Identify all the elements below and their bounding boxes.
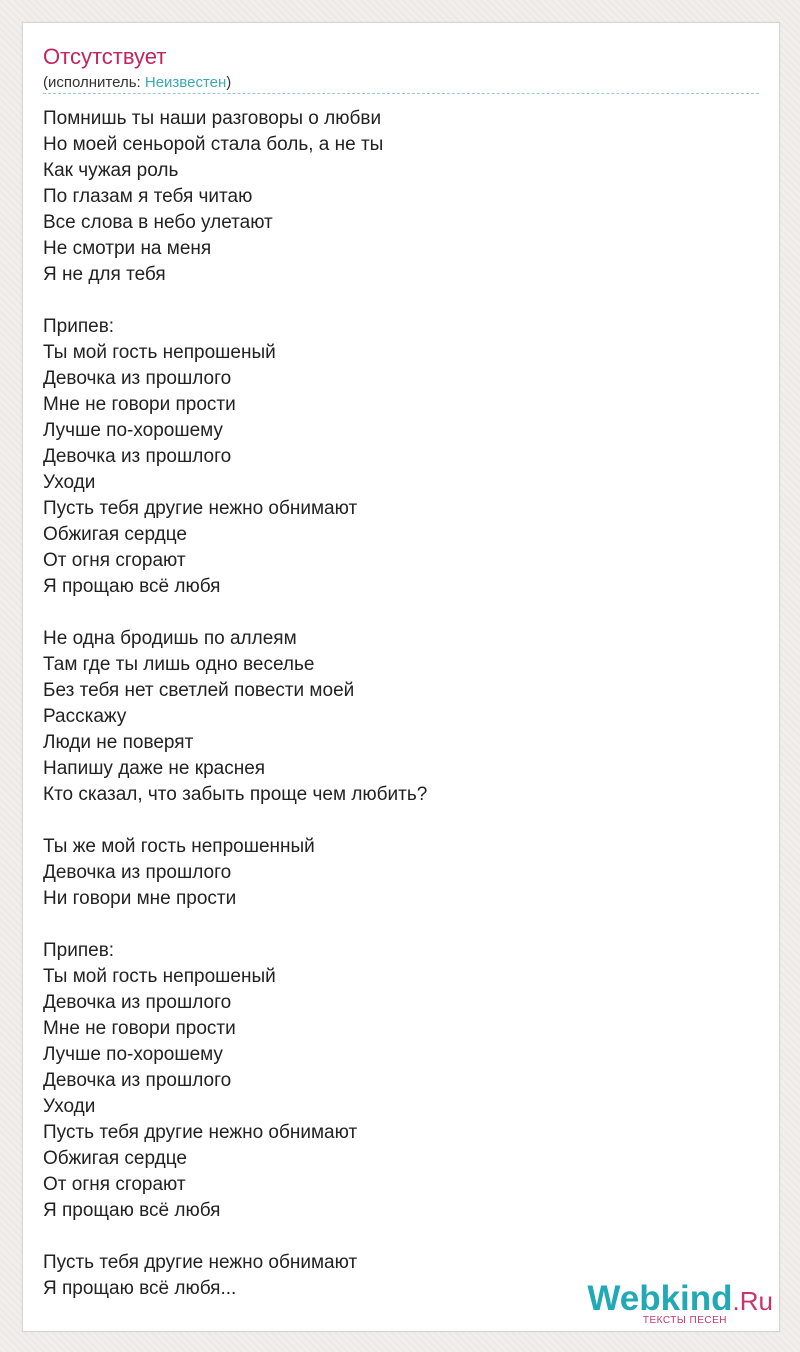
lyric-line: Мне не говори прости [43, 1018, 236, 1039]
lyric-line: Я не для тебя [43, 264, 166, 285]
lyric-line: От огня сгорают [43, 1174, 186, 1195]
stanza-break [43, 288, 759, 314]
lyric-line: Обжигая сердце [43, 524, 187, 545]
lyric-line: От огня сгорают [43, 550, 186, 571]
lyric-line: Девочка из прошлого [43, 446, 232, 467]
lyric-line: Пусть тебя другие нежно обнимают [43, 1122, 358, 1143]
lyric-line: Девочка из прошлого [43, 368, 232, 389]
lyric-line: Девочка из прошлого [43, 1070, 232, 1091]
lyric-line: По глазам я тебя читаю [43, 186, 253, 207]
logo-brand: Webkind [587, 1279, 733, 1318]
lyric-line: Ты мой гость непрошеный [43, 342, 276, 363]
logo-tagline: ТЕКСТЫ ПЕСЕН [642, 1315, 727, 1326]
lyric-line: Там где ты лишь одно веселье [43, 654, 315, 675]
lyric-line: Помнишь ты наши разговоры о любви [43, 108, 382, 129]
byline-prefix: (исполнитель: [43, 74, 145, 91]
title-divider [43, 93, 759, 94]
lyrics-card [22, 22, 780, 1332]
artist-byline [43, 73, 231, 93]
lyric-line: Ты мой гость непрошеный [43, 966, 276, 987]
lyric-line: Все слова в небо улетают [43, 212, 273, 233]
lyric-line: Не одна бродишь по аллеям [43, 628, 297, 649]
lyric-line: Я прощаю всё любя [43, 576, 221, 597]
stanza-break [43, 808, 759, 834]
lyric-line: Девочка из прошлого [43, 992, 232, 1013]
lyric-line: Кто сказал, что забыть проще чем любить? [43, 784, 428, 805]
lyric-line: Припев: [43, 316, 115, 337]
lyric-line: Уходи [43, 1096, 96, 1117]
lyric-line: Напишу даже не краснея [43, 758, 266, 779]
logo-tld: .Ru [732, 1286, 773, 1316]
lyric-line: Не смотри на меня [43, 238, 212, 259]
lyric-line: Без тебя нет светлей повести моей [43, 680, 355, 701]
stanza-break [43, 912, 759, 938]
stanza-break [43, 1224, 759, 1250]
stanza-break [43, 600, 759, 626]
lyric-line: Люди не поверят [43, 732, 194, 753]
lyrics-text [43, 106, 759, 1302]
lyric-line: Ты же мой гость непрошенный [43, 836, 315, 857]
lyric-line: Лучше по-хорошему [43, 1044, 223, 1065]
lyric-line: Девочка из прошлого [43, 862, 232, 883]
lyric-line: Пусть тебя другие нежно обнимают [43, 1252, 358, 1273]
lyric-line: Но моей сеньорой стала боль, а не ты [43, 134, 384, 155]
lyric-line: Припев: [43, 940, 115, 961]
webkind-logo[interactable] [573, 1279, 773, 1325]
lyric-line: Я прощаю всё любя [43, 1200, 221, 1221]
lyric-line: Лучше по-хорошему [43, 420, 223, 441]
lyric-line: Уходи [43, 472, 96, 493]
lyric-line: Ни говори мне прости [43, 888, 237, 909]
lyric-line: Расскажу [43, 706, 127, 727]
song-title: Отсутствует [43, 44, 167, 69]
lyric-line: Как чужая роль [43, 160, 179, 181]
lyric-line: Пусть тебя другие нежно обнимают [43, 498, 358, 519]
lyric-line: Обжигая сердце [43, 1148, 187, 1169]
artist-link[interactable]: Неизвестен [144, 74, 227, 91]
lyric-line: Мне не говори прости [43, 394, 236, 415]
lyric-line: Я прощаю всё любя... [43, 1278, 237, 1299]
byline-suffix: ) [226, 74, 232, 91]
